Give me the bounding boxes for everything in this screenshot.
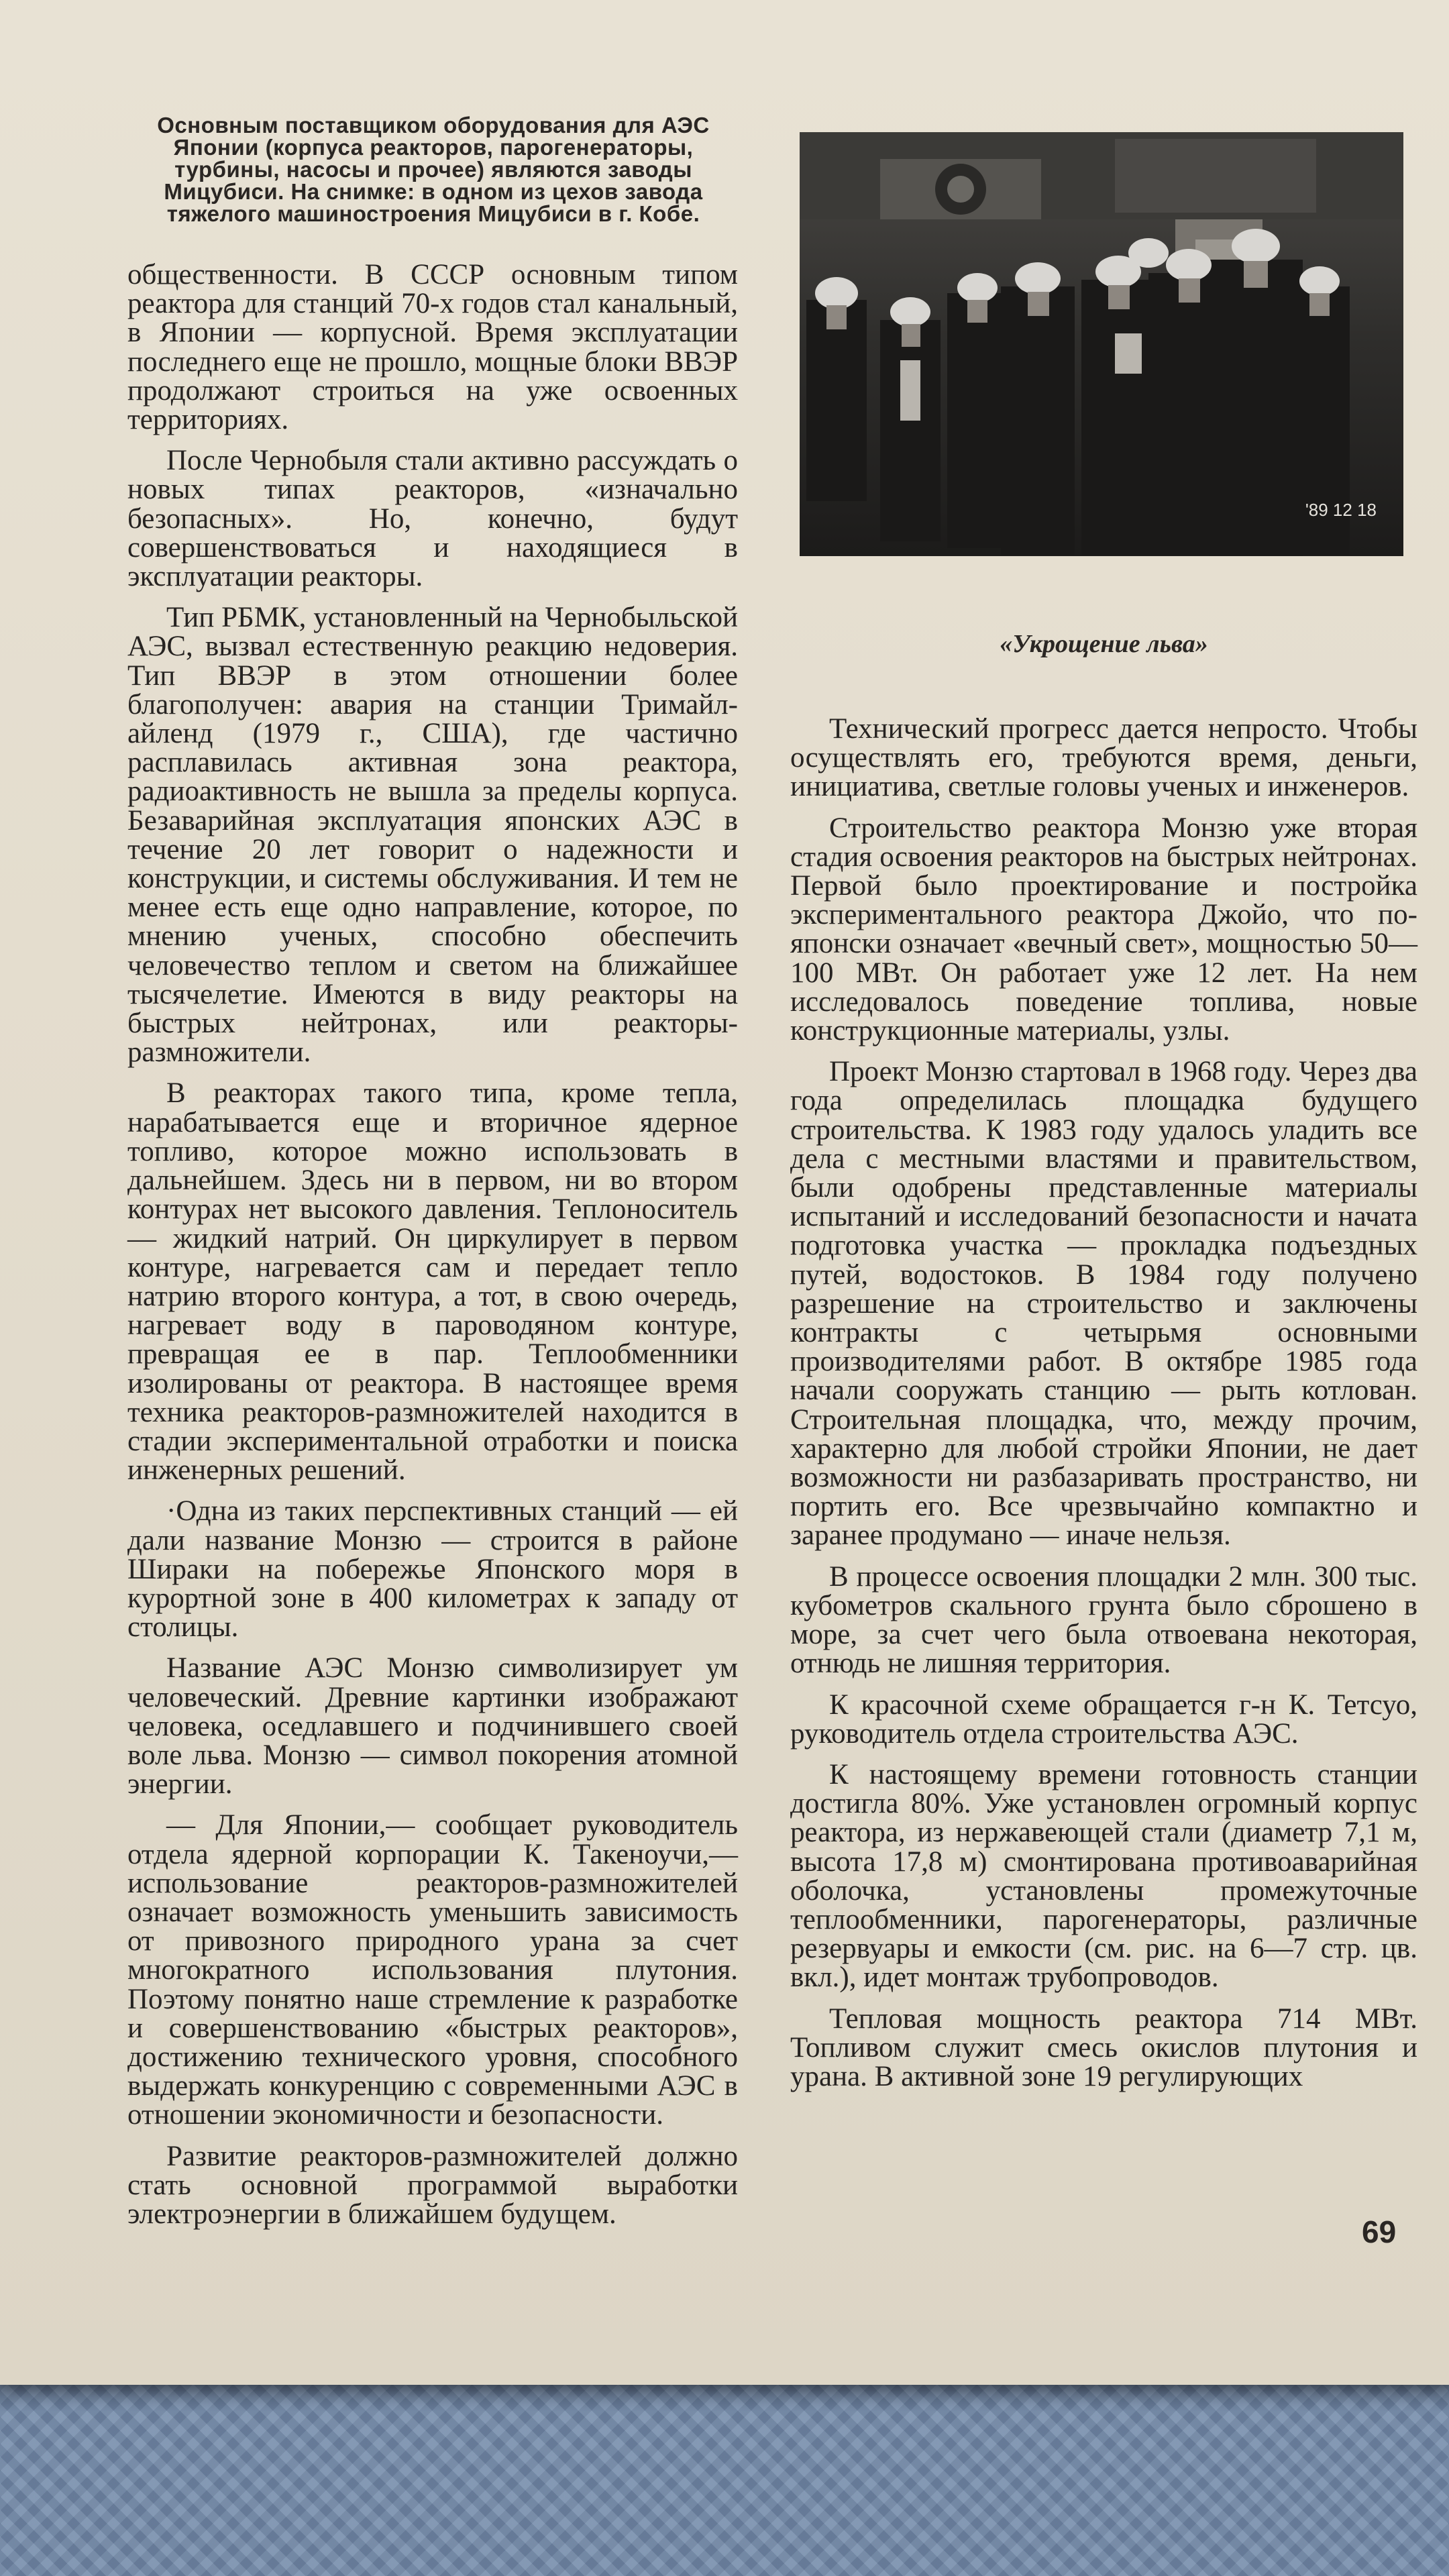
left-paragraph-1: общественности. В СССР основным типом реактора для станций 70-х годов стал канальный, в Японии — корпусной. Время эксплуатации последнего еще не прошло, мощные блоки ВВЭР продолжают строиться на уже освоенных территориях.	[127, 259, 738, 436]
factory-photo-image	[800, 132, 1403, 556]
right-paragraph-6: К настоящему времени готовность станции достигла 80%. Уже установлен огромный корпус реактора, из нержавеющей стали (диаметр 7,1 м, высота 17,8 м) смонтирована противоаварийная оболочка, установлены промежуточные теплообменники, парогенераторы, различные резервуары и емкости (см. рис. на 6—7 стр. цв. вкл.), идет монтаж трубопроводов.	[790, 1758, 1417, 1994]
right-paragraph-2: Строительство реактора Монзю уже вторая стадия освоения реакторов на быстрых нейтронах. Первой было проектирование и постройка экспериментального реактора Джойо, что по-японски означает «вечный свет», мощностью 50—100 МВт. Он работает уже 12 лет. На нем исследовалось поведение топлива, новые конструкционные материалы, узлы.	[790, 812, 1417, 1047]
left-paragraph-2: После Чернобыля стали активно рассуждать о новых типах реакторов, «изначально безопасных». Но, конечно, будут совершенствоваться и находящиеся в эксплуатации реакторы.	[127, 445, 738, 593]
right-paragraph-3: Проект Монзю стартовал в 1968 году. Через два года определилась площадка будущего строительства. К 1983 году удалось уладить все дела с местными властями и правительством, были одобрены представленные материалы испытаний и исследований безопасности и начата подготовка участка — прокладка подъездных путей, водостоков. В 1984 году получено разрешение на строительство и заключены контракты с четырьмя основными производителями работ. В октябре 1985 года начали сооружать станцию — рыть котлован. Строительная площадка, что, между прочим, характерно для любой стройки Японии, не дает возможности ни разбазаривать пространство, ни портить его. Все чрезвычайно компактно и заранее продумано — иначе нельзя.	[790, 1056, 1417, 1552]
right-paragraph-4: В процессе освоения площадки 2 млн. 300 тыс. кубометров скального грунта было сброшено в море, за счет чего была отвоевана некоторая, отнюдь не лишняя территория.	[790, 1560, 1417, 1680]
right-paragraph-7: Тепловая мощность реактора 714 МВт. Топливом служит смесь окислов плутония и урана. В активной зоне 19 регулирующих	[790, 2002, 1417, 2092]
right-paragraph-1: Технический прогресс дается непросто. Чтобы осуществлять его, требуются время, деньги, инициатива, светлые головы ученых и инженеров.	[790, 713, 1417, 803]
left-paragraph-5: ·Одна из таких перспективных станций — ей дали название Монзю — строится в районе Шираки на побережье Японского моря в курортной зоне в 400 километрах к западу от столицы.	[127, 1495, 738, 1644]
left-paragraph-6: Название АЭС Монзю символизирует ум человеческий. Древние картинки изображают человека, оседлавшего и подчинившего своей воле льва. Монзю — символ покорения атомной энергии.	[127, 1652, 738, 1801]
left-paragraph-7: — Для Японии,— сообщает руководитель отдела ядерной корпорации К. Такеноучи,— использование реакторов-размножителей означает возможность уменьшить зависимость от привозного природного урана за счет многократного использования плутония. Поэтому понятно наше стремление к разработке и совершенствованию «быстрых реакторов», достижению технического уровня, способного выдержать конкуренцию с современными АЭС в отношении экономичности и безопасности.	[127, 1809, 738, 2131]
photo-date-stamp: '89 12 18	[1305, 500, 1377, 520]
factory-photo	[800, 132, 1403, 556]
left-paragraph-8: Развитие реакторов-размножителей должно стать основной программой выработки электроэнергии в ближайшем будущем.	[127, 2140, 738, 2230]
page-number: 69	[1362, 2214, 1397, 2249]
photo-caption: Основным поставщиком оборудования для АЭС Японии (корпуса реакторов, парогенераторы, турбины, насосы и прочее) являются заводы Мицубиси. На снимке: в одном из цехов завода тяжелого машиностроения Мицубиси в г. Кобе.	[157, 113, 710, 226]
page-shadow	[0, 2385, 1449, 2412]
left-paragraph-3: Тип РБМК, установленный на Чернобыльской АЭС, вызвал естественную реакцию недоверия. Тип ВВЭР в этом отношении более благополучен: авария на станции Тримайл-айленд (1979 г., США), где частично расплавилась активная зона реактора, радиоактивность не вышла за пределы корпуса. Безаварийная эксплуатация японских АЭС в течение 20 лет говорит о надежности и конструкции, и системы обслуживания. И тем не менее есть еще одно направление, которое, по мнению ученых, способно обеспечить человечество теплом и светом на ближайшее тысячелетие. Имеются в виду реакторы на быстрых нейтронах, или реакторы-размножители.	[127, 602, 738, 1069]
section-title: «Укрощение льва»	[1000, 630, 1208, 658]
right-paragraph-5: К красочной схеме обращается г-н К. Тетсуо, руководитель отдела строительства АЭС.	[790, 1688, 1417, 1750]
right-column	[790, 714, 1417, 2103]
left-column	[127, 260, 738, 2241]
left-paragraph-4: В реакторах такого типа, кроме тепла, нарабатывается еще и вторичное ядерное топливо, которое можно использовать в дальнейшем. Здесь ни в первом, ни во втором контурах нет высокого давления. Теплоноситель — жидкий натрий. Он циркулирует в первом контуре, нагревается сам и передает тепло натрию второго контура, а тот, в свою очередь, нагревает воду в пароводяном контуре, превращая ее в пар. Теплообменники изолированы от реактора. В настоящее время техника реакторов-размножителей находится в стадии экспериментальной отработки и поиска инженерных решений.	[127, 1077, 738, 1487]
